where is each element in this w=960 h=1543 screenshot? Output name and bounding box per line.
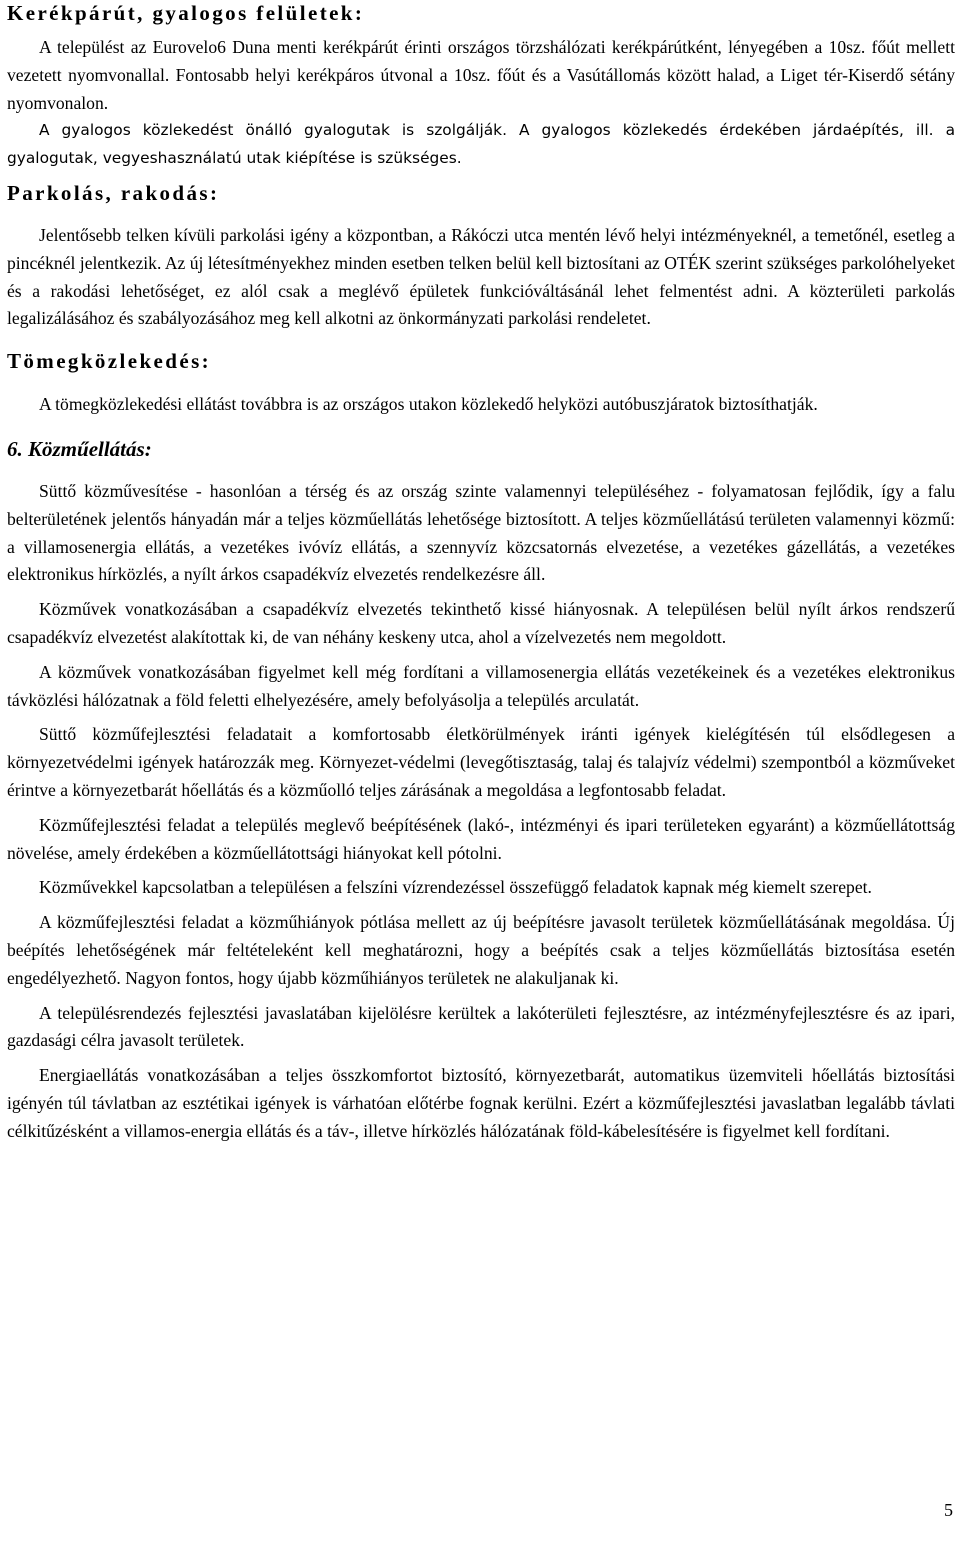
paragraph-utilities-7: A közműfejlesztési feladat a közműhiányok pótlása mellett az új beépítésre javasolt területek közműellátásának megoldása. Új beépítés lehetőségének már feltételeként kell meghatározni, hogy a beépítés csak a teljes közműellátás biztosítása esetén engedélyezhető. Nagyon fontos, hogy újabb közműhiányos területek ne alakuljanak ki. — [7, 912, 955, 988]
paragraph-utilities-8: A településrendezés fejlesztési javaslatában kijelölésre kerültek a lakóterületi fejlesztésre, az intézményfejlesztésre és az ipari, gazdasági célra javasolt területek. — [7, 1002, 955, 1051]
paragraph-utilities-5: Közműfejlesztési feladat a település meglevő beépítésének (lakó-, intézményi és ipari területeken egyaránt) a közműellátottság növelése, amely érdekében a közműellátottsági hiányokat kell pótolni. — [7, 814, 955, 863]
paragraph-bike: A települést az Eurovelo6 Duna menti kerékpárút érinti országos törzshálózati kerékpárútként, lényegében a 10sz. főút mellett vezetett nyomvonallal. Fontosabb helyi kerékpáros útvonal a 10sz. főút és a Vasútállomás között halad, a Liget tér-Kiserdő sétány nyomvonalon. — [7, 37, 955, 113]
heading-bike-pedestrian: Kerékpárút, gyalogos felületek: — [7, 1, 365, 25]
paragraph-pedestrian: A gyalogos közlekedést önálló gyalogutak is szolgálják. A gyalogos közlekedés érdekében járdaépítés, ill. a gyalogutak, vegyeshasználatú utak kiépítése is szükséges. — [7, 121, 955, 168]
paragraph-parking: Jelentősebb telken kívüli parkolási igény a központban, a Rákóczi utca mentén lévő helyi intézményeknél, a temetőnél, esetleg a pincéknél jelentkezik. Az új létesítményekhez minden esetben telken belül kell biztosítani az OTÉK szerint szükséges parkolóhelyeket és a rakodási lehetőséget, ez alól csak a meglévő épületek funkcióváltásánál lehet felmentést adni. A közterületi parkolás legalizálásához és szabályozásához meg kell alkotni az önkormányzati parkolási rendeletet. — [7, 224, 955, 329]
heading-parking: Parkolás, rakodás: — [7, 180, 220, 205]
paragraph-utilities-1: Süttő közművesítése - hasonlóan a térség és az ország szinte valamennyi településéhez - folyamatosan fejlődik, így a falu belterületének jelentős hányadán már a teljes közműellátás lehetősége biztosított. A teljes közműellátású területen valamennyi közmű: a villamosenergia ellátás, a vezetékes ivóvíz ellátás, a szennyvíz közcsatornás elvezetése, a vezetékes gázellátás, a vezetékes elektronikus hírközlés, a nyílt árkos csapadékvíz elvezetés rendelkezésre áll. — [7, 480, 955, 585]
heading-public-transport: Tömegközlekedés: — [7, 349, 212, 374]
paragraph-utilities-3: A közművek vonatkozásában figyelmet kell még fordítani a villamosenergia ellátás vezetékeinek és a vezetékes elektronikus távközlési hálózatnak a föld feletti elhelyezésére, amely befolyásolja a település arculatát. — [7, 661, 955, 710]
document-page — [7, 0, 955, 1146]
paragraph-utilities-6: Közművekkel kapcsolatban a településen a felszíni vízrendezéssel összefüggő feladatok kapnak még kiemelt szerepet. — [39, 877, 872, 898]
paragraph-utilities-2: Közművek vonatkozásában a csapadékvíz elvezetés tekinthető kissé hiányosnak. A településen belül nyílt árkos rendszerű csapadékvíz elvezetést alakítottak ki, de van néhány keskeny utca, ahol a vízelvezetés nem megoldott. — [7, 599, 955, 647]
page-number: 5 — [944, 1500, 953, 1520]
paragraph-utilities-9: Energiaellátás vonatkozásában a teljes összkomfortot biztosító, környezetbarát, automatikus üzemviteli hőellátás biztosítási igényén túl távlatban az esztétikai igények is várhatóan előtérbe fognak kerülni. Ezért a közműfejlesztési javaslatban legalább távlati célkitűzésként a villamos-energia ellátás és a táv-, illetve hírközlés hálózatának föld-kábelesítésére is figyelmet kell fordítani. — [7, 1065, 955, 1141]
paragraph-utilities-4: Süttő közműfejlesztési feladatait a komfortosabb életkörülmények iránti igények kielégítésén túl elsődlegesen a környezetvédelmi igények határozzák meg. Környezet-védelmi (levegőtisztaság, talaj és talajvíz védelmi) szempontból a közműveket érintve a környezetbarát hőellátás és a közműolló teljes zárásának a megoldása a legfontosabb feladat. — [7, 724, 955, 800]
heading-utilities: 6. Közműellátás: — [7, 436, 152, 461]
paragraph-public-transport: A tömegközlekedési ellátást továbbra is az országos utakon közlekedő helyközi autóbuszjáratok biztosíthatják. — [39, 394, 818, 415]
